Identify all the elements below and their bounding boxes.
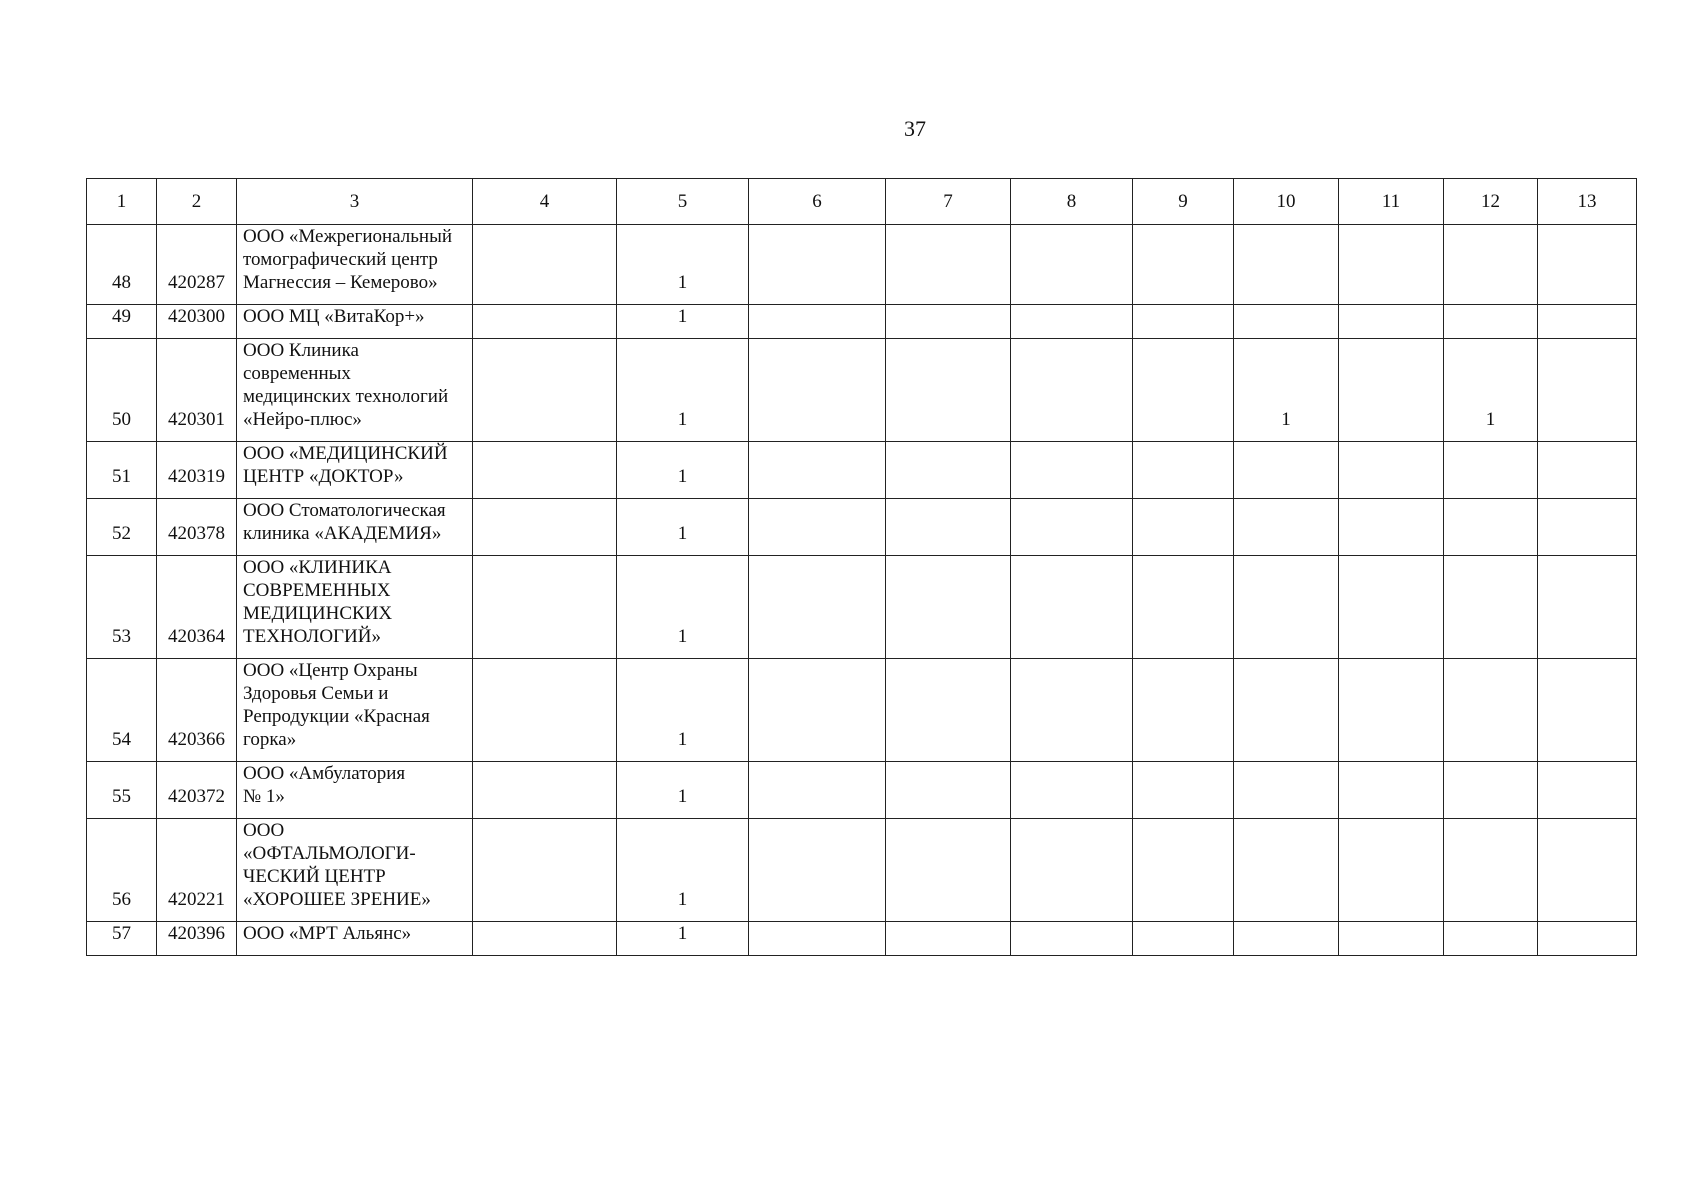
value-cell-col-7	[886, 659, 1011, 762]
organization-name-line: ЦЕНТР «ДОКТОР»	[243, 466, 404, 487]
value-cell-col-5: 1	[617, 305, 749, 339]
value-cell-col-9	[1133, 556, 1234, 659]
organization-code-cell: 420372	[157, 762, 237, 819]
row-number-cell: 51	[87, 442, 157, 499]
register-table	[86, 178, 1637, 956]
value-cell-col-13	[1538, 659, 1637, 762]
value-cell-col-7	[886, 339, 1011, 442]
value-cell-col-5: 1	[617, 499, 749, 556]
organization-name-line: ООО «МЕДИЦИНСКИЙ	[243, 443, 448, 464]
organization-name-line: ООО «Межрегиональный	[243, 226, 453, 247]
column-header: 1	[87, 179, 157, 225]
value-cell-col-6	[749, 305, 886, 339]
organization-name-cell	[237, 225, 473, 305]
row-number-cell: 55	[87, 762, 157, 819]
value-cell-col-11	[1339, 225, 1444, 305]
value-cell-col-8	[1011, 659, 1133, 762]
value-cell-col-10: 1	[1234, 339, 1339, 442]
column-header: 6	[749, 179, 886, 225]
organization-name-cell	[237, 305, 473, 339]
row-number-cell: 57	[87, 922, 157, 956]
value-cell-col-12	[1444, 305, 1538, 339]
value-cell-col-8	[1011, 339, 1133, 442]
table-row	[87, 819, 1637, 922]
value-cell-col-9	[1133, 225, 1234, 305]
organization-name-line: ООО «КЛИНИКА	[243, 557, 392, 578]
organization-name-line: медицинских технологий	[243, 386, 449, 407]
column-header: 8	[1011, 179, 1133, 225]
table-row	[87, 499, 1637, 556]
value-cell-col-4	[473, 305, 617, 339]
value-cell-col-6	[749, 442, 886, 499]
value-cell-col-10	[1234, 922, 1339, 956]
value-cell-col-4	[473, 819, 617, 922]
value-cell-col-12	[1444, 922, 1538, 956]
organization-name-cell	[237, 762, 473, 819]
table-row	[87, 659, 1637, 762]
table-row	[87, 556, 1637, 659]
organization-name-line: ООО МЦ «ВитаКор+»	[243, 306, 425, 327]
value-cell-col-7	[886, 556, 1011, 659]
organization-name-line: Репродукции «Красная	[243, 706, 430, 727]
value-cell-col-7	[886, 442, 1011, 499]
value-cell-col-8	[1011, 819, 1133, 922]
organization-name-line: СОВРЕМЕННЫХ	[243, 580, 391, 601]
value-cell-col-9	[1133, 762, 1234, 819]
table-row	[87, 305, 1637, 339]
value-cell-col-9	[1133, 659, 1234, 762]
value-cell-col-4	[473, 659, 617, 762]
value-cell-col-4	[473, 225, 617, 305]
value-cell-col-10	[1234, 762, 1339, 819]
organization-name-line: ООО Клиника	[243, 340, 359, 361]
row-number-cell: 48	[87, 225, 157, 305]
table-row	[87, 339, 1637, 442]
value-cell-col-7	[886, 225, 1011, 305]
value-cell-col-10	[1234, 556, 1339, 659]
organization-code-cell: 420378	[157, 499, 237, 556]
organization-name-line: ЧЕСКИЙ ЦЕНТР	[243, 866, 386, 887]
table-row	[87, 762, 1637, 819]
value-cell-col-8	[1011, 305, 1133, 339]
value-cell-col-9	[1133, 922, 1234, 956]
value-cell-col-12	[1444, 762, 1538, 819]
organization-name-line: ООО «МРТ Альянс»	[243, 923, 412, 944]
column-header: 5	[617, 179, 749, 225]
value-cell-col-10	[1234, 305, 1339, 339]
value-cell-col-13	[1538, 762, 1637, 819]
value-cell-col-9	[1133, 305, 1234, 339]
value-cell-col-9	[1133, 339, 1234, 442]
column-number-header-row	[87, 179, 1637, 225]
value-cell-col-5: 1	[617, 339, 749, 442]
value-cell-col-12	[1444, 819, 1538, 922]
organization-name-cell	[237, 442, 473, 499]
organization-name-line: современных	[243, 363, 351, 384]
value-cell-col-6	[749, 339, 886, 442]
value-cell-col-5: 1	[617, 442, 749, 499]
organization-name-cell	[237, 922, 473, 956]
value-cell-col-8	[1011, 225, 1133, 305]
organization-name-line: ООО Стоматологическая	[243, 500, 446, 521]
row-number-cell: 56	[87, 819, 157, 922]
value-cell-col-10	[1234, 442, 1339, 499]
organization-code-cell: 420366	[157, 659, 237, 762]
organization-name-cell	[237, 556, 473, 659]
organization-name-line: ТЕХНОЛОГИЙ»	[243, 626, 381, 647]
value-cell-col-12	[1444, 225, 1538, 305]
value-cell-col-9	[1133, 442, 1234, 499]
value-cell-col-6	[749, 225, 886, 305]
organization-name-line: «Нейро-плюс»	[243, 409, 362, 430]
value-cell-col-11	[1339, 499, 1444, 556]
table-row	[87, 442, 1637, 499]
value-cell-col-11	[1339, 922, 1444, 956]
organization-code-cell: 420364	[157, 556, 237, 659]
value-cell-col-6	[749, 659, 886, 762]
value-cell-col-4	[473, 556, 617, 659]
table-body	[87, 179, 1637, 956]
organization-name-line: томографический центр	[243, 249, 438, 270]
value-cell-col-7	[886, 819, 1011, 922]
row-number-cell: 52	[87, 499, 157, 556]
value-cell-col-10	[1234, 225, 1339, 305]
value-cell-col-11	[1339, 442, 1444, 499]
value-cell-col-6	[749, 762, 886, 819]
value-cell-col-11	[1339, 556, 1444, 659]
organization-code-cell: 420319	[157, 442, 237, 499]
column-header: 7	[886, 179, 1011, 225]
value-cell-col-11	[1339, 659, 1444, 762]
row-number-cell: 53	[87, 556, 157, 659]
value-cell-col-12	[1444, 556, 1538, 659]
row-number-cell: 50	[87, 339, 157, 442]
row-number-cell: 54	[87, 659, 157, 762]
organization-name-cell	[237, 659, 473, 762]
organization-name-cell	[237, 819, 473, 922]
organization-name-cell	[237, 339, 473, 442]
organization-name-line: клиника «АКАДЕМИЯ»	[243, 523, 442, 544]
value-cell-col-8	[1011, 442, 1133, 499]
value-cell-col-12	[1444, 499, 1538, 556]
organization-code-cell: 420301	[157, 339, 237, 442]
value-cell-col-10	[1234, 819, 1339, 922]
value-cell-col-8	[1011, 762, 1133, 819]
value-cell-col-12: 1	[1444, 339, 1538, 442]
value-cell-col-12	[1444, 659, 1538, 762]
value-cell-col-8	[1011, 922, 1133, 956]
page-number: 37	[904, 116, 926, 141]
column-header: 2	[157, 179, 237, 225]
value-cell-col-5: 1	[617, 762, 749, 819]
value-cell-col-4	[473, 499, 617, 556]
organization-name-line: ООО	[243, 820, 285, 841]
value-cell-col-10	[1234, 659, 1339, 762]
organization-name-line: МЕДИЦИНСКИХ	[243, 603, 393, 624]
value-cell-col-11	[1339, 819, 1444, 922]
value-cell-col-7	[886, 762, 1011, 819]
organization-name-line: Магнессия – Кемерово»	[243, 272, 438, 293]
value-cell-col-4	[473, 762, 617, 819]
table-row	[87, 225, 1637, 305]
organization-code-cell: 420396	[157, 922, 237, 956]
value-cell-col-13	[1538, 922, 1637, 956]
value-cell-col-13	[1538, 339, 1637, 442]
value-cell-col-6	[749, 556, 886, 659]
value-cell-col-10	[1234, 499, 1339, 556]
value-cell-col-13	[1538, 305, 1637, 339]
value-cell-col-11	[1339, 305, 1444, 339]
organization-code-cell: 420300	[157, 305, 237, 339]
organization-name-cell	[237, 499, 473, 556]
value-cell-col-13	[1538, 225, 1637, 305]
organization-name-line: горка»	[243, 729, 297, 750]
column-header: 11	[1339, 179, 1444, 225]
value-cell-col-6	[749, 922, 886, 956]
row-number-cell: 49	[87, 305, 157, 339]
organization-name-line: «ОФТАЛЬМОЛОГИ-	[243, 843, 416, 864]
value-cell-col-9	[1133, 819, 1234, 922]
value-cell-col-13	[1538, 442, 1637, 499]
value-cell-col-11	[1339, 762, 1444, 819]
column-header: 3	[237, 179, 473, 225]
value-cell-col-5: 1	[617, 659, 749, 762]
value-cell-col-13	[1538, 556, 1637, 659]
value-cell-col-12	[1444, 442, 1538, 499]
value-cell-col-8	[1011, 556, 1133, 659]
organization-name-line: № 1»	[243, 786, 285, 807]
value-cell-col-7	[886, 305, 1011, 339]
value-cell-col-6	[749, 819, 886, 922]
value-cell-col-11	[1339, 339, 1444, 442]
organization-name-line: «ХОРОШЕЕ ЗРЕНИЕ»	[243, 889, 431, 910]
value-cell-col-4	[473, 339, 617, 442]
value-cell-col-5: 1	[617, 922, 749, 956]
column-header: 13	[1538, 179, 1637, 225]
organization-name-line: Здоровья Семьи и	[243, 683, 389, 704]
value-cell-col-4	[473, 442, 617, 499]
value-cell-col-8	[1011, 499, 1133, 556]
organization-code-cell: 420287	[157, 225, 237, 305]
value-cell-col-7	[886, 499, 1011, 556]
value-cell-col-4	[473, 922, 617, 956]
organization-name-line: ООО «Амбулатория	[243, 763, 406, 784]
column-header: 12	[1444, 179, 1538, 225]
value-cell-col-13	[1538, 499, 1637, 556]
organization-code-cell: 420221	[157, 819, 237, 922]
column-header: 4	[473, 179, 617, 225]
value-cell-col-7	[886, 922, 1011, 956]
value-cell-col-6	[749, 499, 886, 556]
column-header: 9	[1133, 179, 1234, 225]
table-row	[87, 922, 1637, 956]
value-cell-col-13	[1538, 819, 1637, 922]
organization-name-line: ООО «Центр Охраны	[243, 660, 418, 681]
value-cell-col-5: 1	[617, 225, 749, 305]
value-cell-col-5: 1	[617, 556, 749, 659]
column-header: 10	[1234, 179, 1339, 225]
value-cell-col-9	[1133, 499, 1234, 556]
value-cell-col-5: 1	[617, 819, 749, 922]
